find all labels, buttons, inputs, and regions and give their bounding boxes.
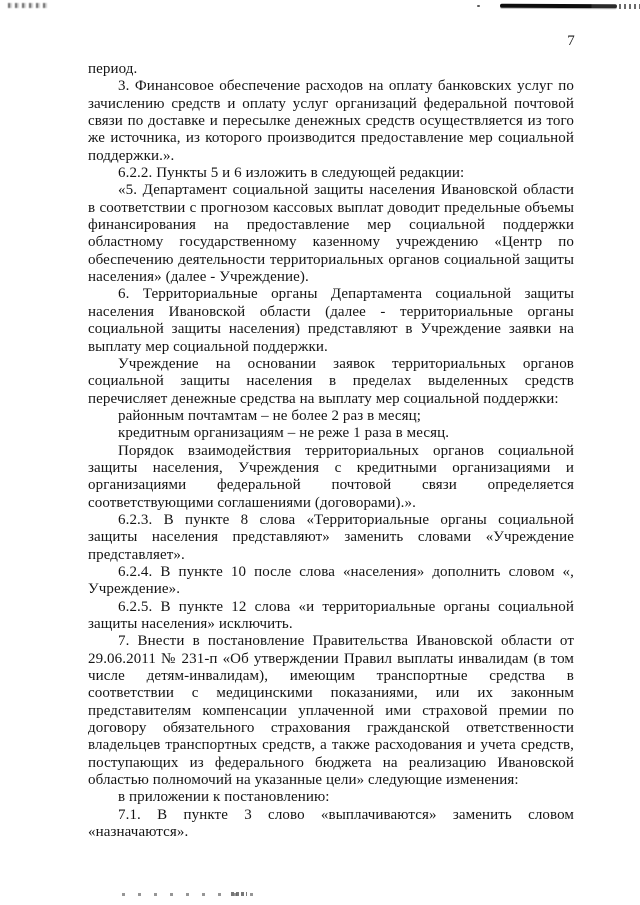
paragraph-uchrezhdenie: Учреждение на основании заявок территориальных органов социальной защиты населения в пределах выделенных средств перечисляет денежные средства на выплату мер социальной поддержки: [88,355,574,407]
scan-speck-dot [477,5,480,7]
paragraph-continuation: период. [88,61,138,77]
scan-streak-top-right [500,4,617,9]
paragraph-item-6-2-3: 6.2.3. В пункте 8 слова «Территориальные органы социальной защиты населения представляют» заменить словами «Учреждение представляет». [88,511,574,563]
scan-dashes-bottom-cluster [231,892,247,896]
paragraph-poryadok: Порядок взаимодействия территориальных органов социальной защиты населения, Учреждения с кредитными организациями и организациями федеральной почтовой связи определяется соответствующими соглашениями (договорами).». [88,442,574,511]
paragraph-item-6-2-2: 6.2.2. Пункты 5 и 6 изложить в следующей редакции: [118,165,465,182]
paragraph-quoted-item-6: 6. Территориальные органы Департамента социальной защиты населения Ивановской области (далее - территориальные органы социальной защиты населения) представляют в Учреждение заявки на выплату мер социальной поддержки. [88,286,574,355]
paragraph-quoted-item-5: «5. Департамент социальной защиты населения Ивановской области в соответствии с прогнозом кассовых выплат доводит предельные объемы финансирования на предоставление мер социальной поддержки областному государственному казенному учреждению «Центр по обеспечению деятельности территориальных органов социальной защиты населения» (далее - Учреждение). [88,182,574,286]
paragraph-item-6-2-4: 6.2.4. В пункте 10 после слова «населения» дополнить словом «, Учреждение». [88,563,574,598]
paragraph-item-6-2-5: 6.2.5. В пункте 12 слова «и территориальные органы социальной защиты населения» исключить. [88,598,574,632]
scan-smudge-top-left [8,3,48,8]
paragraph-post-offices: районным почтамтам – не более 2 раз в месяц; [118,407,422,424]
paragraph-item-7: 7. Внести в постановление Правительства Ивановской области от 29.06.2011 № 231-п «Об утверждении Правил выплаты инвалидам (в том числе детям-инвалидам), имеющим транспортные средства в соответствии с медицинскими показаниями, или их законным представителям компенсации уплаченной ими страховой премии по договору обязательного страхования гражданской ответственности владельцев транспортных средств, а также расходования и учета средств, поступающих из федерального бюджета на реализацию Ивановской областью полномочий на указанные цели» следующие изменения: [88,633,574,789]
document-body [88,61,574,841]
scan-specks-top-right [619,4,640,9]
paragraph-annex: в приложении к постановлению: [118,789,330,806]
paragraph-credit-orgs: кредитным организациям – не реже 1 раза в месяц. [118,425,450,442]
page-number: 7 [567,33,575,49]
paragraph-item-3: 3. Финансовое обеспечение расходов на оплату банковских услуг по зачислению средств и оплату услуг организаций федеральной почтовой связи по доставке и пересылке денежных средств осуществляется из того же источника, из которого производится предоставление мер социальной поддержки.». [88,78,574,164]
paragraph-item-7-1: 7.1. В пункте 3 слово «выплачиваются» заменить словом «назначаются». [88,806,574,841]
